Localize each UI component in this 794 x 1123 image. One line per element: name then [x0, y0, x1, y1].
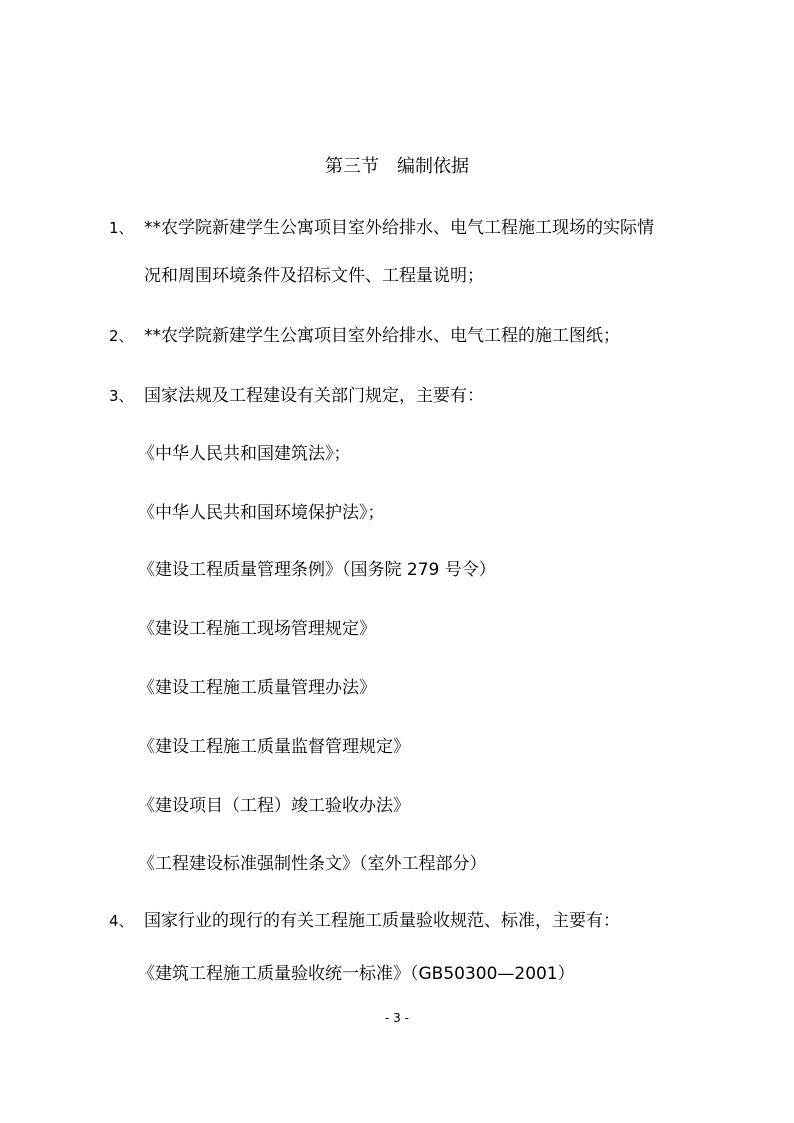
law-item: 《中华人民共和国环境保护法》；	[138, 503, 385, 523]
item-3-line-1: 国家法规及工程建设有关部门规定，主要有：	[144, 386, 484, 406]
item-1-line-1: **农学院新建学生公寓项目室外给排水、电气工程施工现场的实际情	[144, 218, 654, 238]
law-item: 《建设工程施工现场管理规定》	[138, 619, 376, 639]
law-item: 《建设项目（工程）竣工验收办法》	[138, 796, 410, 816]
item-1-line-2: 况和周围环境条件及招标文件、工程量说明；	[144, 266, 484, 286]
item-number-1: 1、	[109, 219, 134, 237]
item-number-3: 3、	[109, 387, 134, 405]
law-item: 《建设工程施工质量管理办法》	[138, 678, 376, 698]
item-number-2: 2、	[109, 327, 134, 345]
page-number: - 3 -	[385, 1011, 409, 1025]
item-2-line-1: **农学院新建学生公寓项目室外给排水、电气工程的施工图纸；	[144, 326, 620, 346]
law-item: 《工程建设标准强制性条文》（室外工程部分）	[138, 854, 487, 874]
law-item: 《建设工程质量管理条例》（国务院 279 号令）	[138, 560, 496, 580]
section-heading: 第三节 编制依据	[325, 156, 469, 177]
law-item: 《中华人民共和国建筑法》；	[138, 444, 351, 464]
law-item: 《建设工程施工质量监督管理规定》	[138, 737, 410, 757]
item-number-4: 4、	[109, 912, 134, 930]
standard-item: 《建筑工程施工质量验收统一标准》（GB50300—2001）	[138, 964, 575, 984]
item-4-line-1: 国家行业的现行的有关工程施工质量验收规范、标准，主要有：	[144, 911, 620, 931]
